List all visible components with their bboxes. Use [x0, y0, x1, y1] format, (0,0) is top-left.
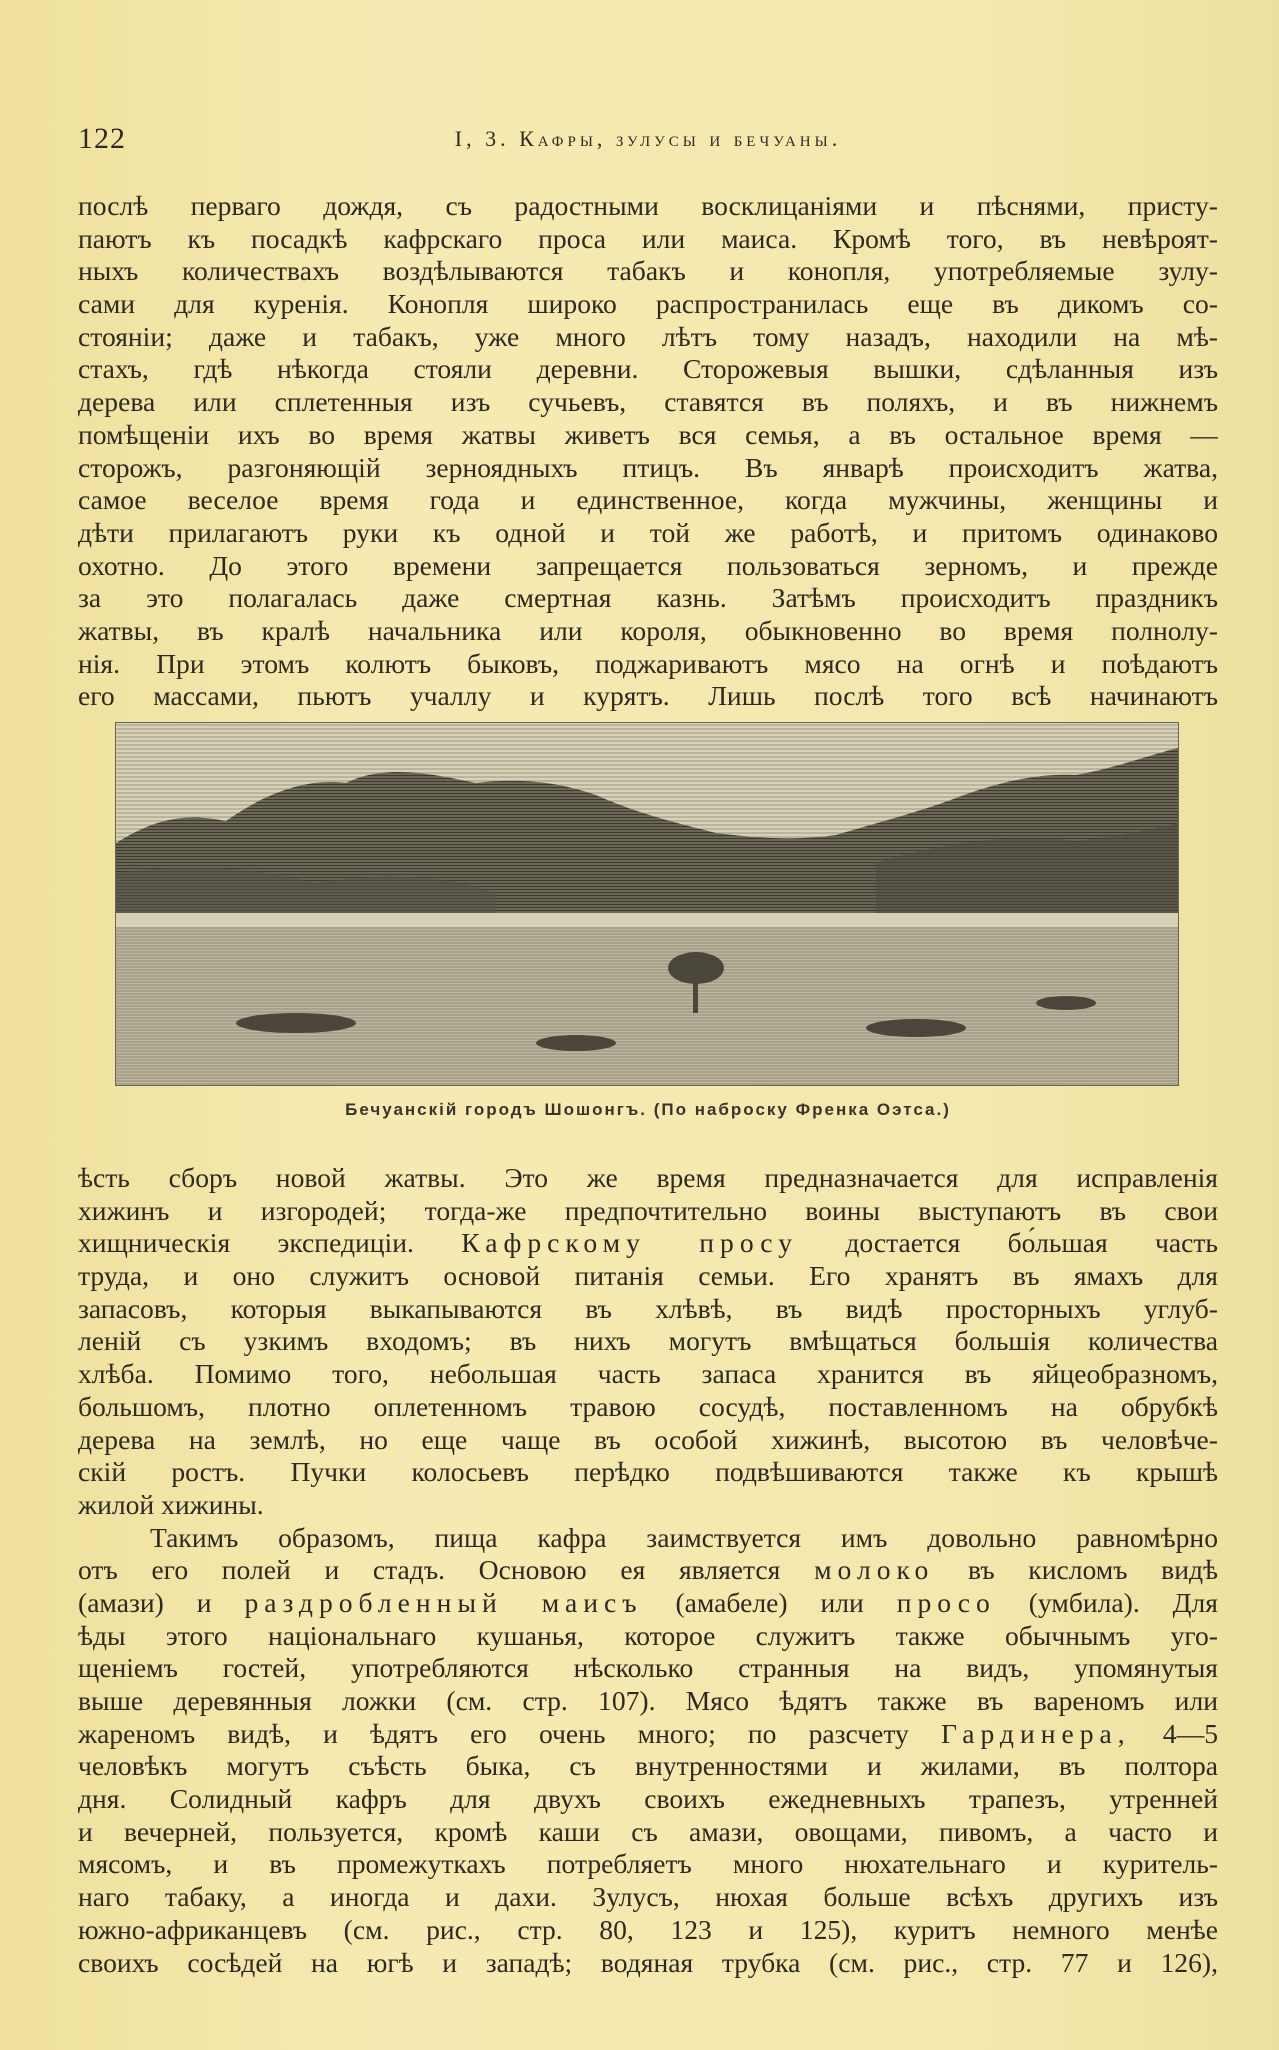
text-fragment: въ кисломъ видѣ	[968, 1554, 1218, 1586]
text-line: щеніемъ гостей, употребляются нѣсколько странныя на видъ, упомянутыя	[78, 1652, 1218, 1684]
text-line: сторожъ, разгоняющій зерноядныхъ птицъ. Въ январѣ происходитъ жатва,	[78, 451, 1218, 483]
text-block-bottom	[78, 1162, 1218, 1979]
text-line: жилой хижины.	[78, 1488, 264, 1520]
text-line: мясомъ, и въ промежуткахъ потребляетъ много нюхательнаго и куритель-	[78, 1848, 1218, 1880]
text-line: ѣсть сборъ новой жатвы. Это же время предназначается для исправленія	[78, 1162, 1218, 1193]
text-fragment: (амабеле) или	[675, 1586, 864, 1618]
emphasized-text: Кафрскому просу	[461, 1227, 798, 1259]
text-line: большомъ, плотно оплетенномъ травою сосудѣ, поставленномъ на обрубкѣ	[78, 1390, 1218, 1422]
page-header	[78, 122, 1218, 162]
text-line: дня. Солидный кафръ для двухъ своихъ ежедневныхъ трапезъ, утренней	[78, 1783, 1218, 1815]
text-line: стахъ, гдѣ нѣкогда стояли деревни. Сторожевыя вышки, сдѣланныя изъ	[78, 353, 1218, 385]
text-line: ныхъ количествахъ воздѣлываются табакъ и конопля, употребляемые зулу-	[78, 255, 1218, 287]
landscape-engraving	[116, 723, 1178, 1085]
text-line: своихъ сосѣдей на югѣ и западѣ; водяная трубка (см. рис., стр. 77 и 126),	[78, 1946, 1218, 1978]
text-line: самое веселое время года и единственное, когда мужчины, женщины и	[78, 484, 1218, 516]
text-line: человѣкъ могутъ съѣсть быка, съ внутренностями и жилами, въ полтора	[78, 1750, 1218, 1782]
text-fragment: жареномъ видѣ, и ѣдятъ его очень много; по разсчету	[78, 1717, 909, 1749]
text-line: его массами, пьютъ учаллу и курятъ. Лишь послѣ того всѣ начинаютъ	[78, 680, 1218, 712]
text-line: запасовъ, которыя выкапываются въ хлѣвѣ, въ видѣ просторныхъ углуб-	[78, 1292, 1218, 1324]
text-fragment: отъ его полей и стадъ. Основою ея является	[78, 1554, 781, 1586]
text-line: дерева или сплетенныя изъ сучьевъ, ставятся въ поляхъ, и въ нижнемъ	[78, 386, 1218, 418]
text-fragment: (амази) и	[78, 1586, 212, 1618]
text-line: охотно. До этого времени запрещается пользоваться зерномъ, и прежде	[78, 549, 1218, 581]
text-line: Такимъ образомъ, пища кафра заимствуется имъ довольно равномѣрно	[150, 1521, 1218, 1553]
text-line: скій ростъ. Пучки колосьевъ перѣдко подвѣшиваются также къ крышѣ	[78, 1456, 1218, 1488]
emphasized-text: просо	[896, 1586, 996, 1618]
text-line: и вечерней, пользуется, кромѣ каши съ амази, овощами, пивомъ, а часто и	[78, 1815, 1218, 1847]
text-fragment: хищническія экспедиціи.	[78, 1227, 414, 1259]
text-line	[78, 1227, 1218, 1260]
text-line	[78, 1718, 1218, 1751]
text-fragment: достается бо́льшая часть	[845, 1227, 1218, 1259]
text-fragment: 4—5	[1162, 1717, 1218, 1749]
text-block-top	[78, 190, 1218, 713]
text-line: паютъ къ посадкѣ кафрскаго проса или маиса. Кромѣ того, въ невѣроят-	[78, 222, 1218, 254]
text-line	[78, 1554, 1218, 1587]
emphasized-text: молоко	[814, 1554, 935, 1586]
text-line: дѣти прилагаютъ руки къ одной и той же работѣ, и притомъ одинаково	[78, 516, 1218, 548]
text-line: хлѣба. Помимо того, небольшая часть запаса хранится въ яйцеобразномъ,	[78, 1358, 1218, 1390]
text-line: дерева на землѣ, но еще чаще въ особой хижинѣ, высотою въ человѣче-	[78, 1423, 1218, 1455]
text-line: помѣщеніи ихъ во время жатвы живетъ вся семья, а въ остальное время —	[78, 418, 1218, 450]
text-line: жатвы, въ кралѣ начальника или короля, обыкновенно во время полнолу-	[78, 614, 1218, 646]
text-line: послѣ перваго дождя, съ радостными восклицаніями и пѣснями, присту-	[78, 190, 1218, 221]
emphasized-text: Гардинера,	[940, 1717, 1131, 1749]
text-line	[78, 1587, 1218, 1620]
text-line: хижинъ и изгородей; тогда-же предпочтительно воины выступаютъ въ свои	[78, 1194, 1218, 1226]
emphasized-text: раздробленный маисъ	[244, 1586, 643, 1618]
text-line: выше деревянныя ложки (см. стр. 107). Мясо ѣдятъ также въ вареномъ или	[78, 1685, 1218, 1716]
text-fragment: (умбила). Для	[1028, 1586, 1218, 1618]
text-line: стояніи; даже и табакъ, уже много лѣтъ тому назадъ, находили на мѣ-	[78, 320, 1218, 352]
engraving-illustration	[115, 722, 1179, 1086]
text-line: труда, и оно служитъ основой питанія семьи. Его хранятъ въ ямахъ для	[78, 1260, 1218, 1292]
text-line: ѣды этого національнаго кушанья, которое служитъ также обычнымъ уго-	[78, 1619, 1218, 1651]
text-line: сами для куренія. Конопля широко распространилась еще въ дикомъ со-	[78, 288, 1218, 320]
text-line: наго табаку, а иногда и дахи. Зулусъ, нюхая больше всѣхъ другихъ изъ	[78, 1881, 1218, 1913]
text-line: южно-африканцевъ (см. рис., стр. 80, 123 и 125), куритъ немного менѣе	[78, 1913, 1218, 1945]
page-number: 122	[78, 122, 126, 155]
running-head: I, 3. Кафры, зулусы и бечуаны.	[454, 126, 842, 151]
text-line: за это полагалась даже смертная казнь. Затѣмъ происходитъ праздникъ	[78, 582, 1218, 614]
figure-caption: Бечуанскій городъ Шошонгъ. (По наброску Френка Оэтса.)	[345, 1100, 951, 1119]
text-line: нія. При этомъ колютъ быковъ, поджариваютъ мясо на огнѣ и поѣдаютъ	[78, 647, 1218, 679]
text-line: леній съ узкимъ входомъ; въ нихъ могутъ вмѣщаться большія количества	[78, 1325, 1218, 1357]
